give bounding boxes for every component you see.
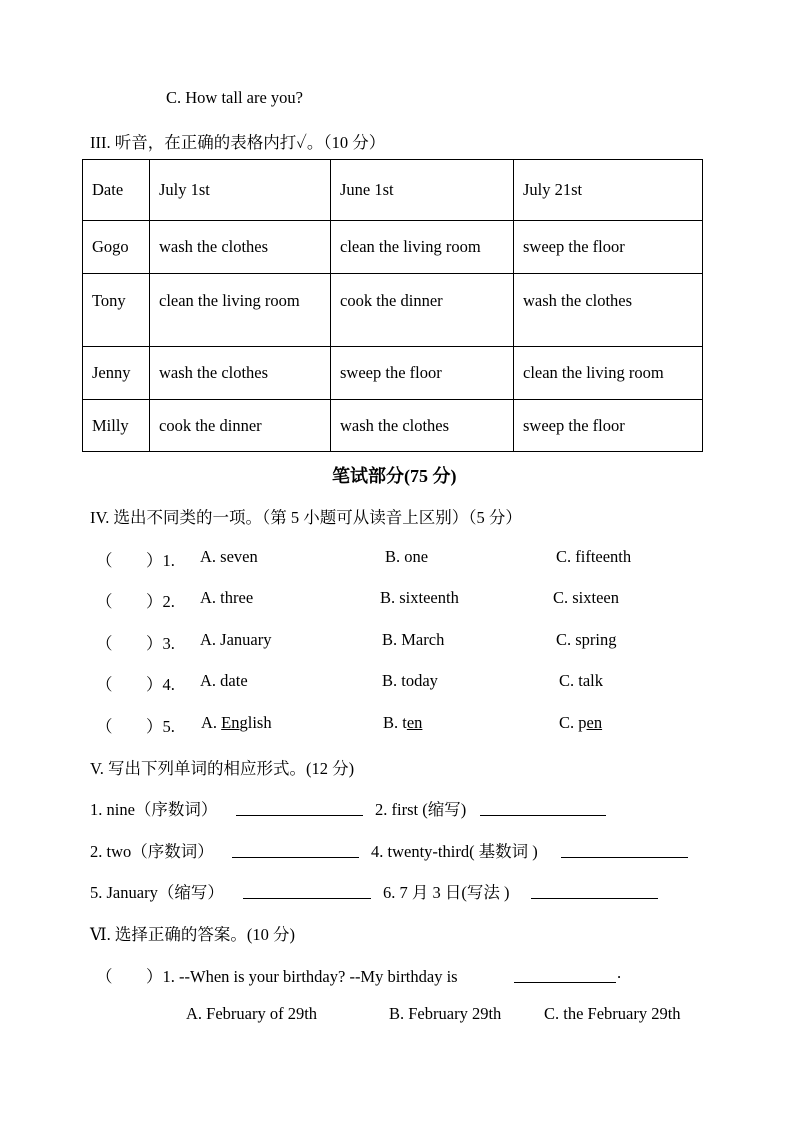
table-cell[interactable]: clean the living room	[150, 274, 331, 347]
table-header-row	[83, 160, 703, 221]
answer-table	[82, 159, 703, 452]
table-row	[83, 221, 703, 274]
option-b: B. March	[382, 630, 445, 649]
section3-heading: III. 听音，在正确的表格内打✓。（10 分）	[90, 133, 386, 152]
section5-q1-label: 1. nine（序数词）	[90, 800, 218, 819]
q2-option-c: C. How tall are you?	[166, 88, 304, 107]
answer-paren-open[interactable]: （	[96, 551, 113, 570]
table-cell[interactable]: sweep the floor	[331, 347, 514, 400]
question-number: ）1.	[146, 551, 175, 570]
section5-heading: V. 写出下列单词的相应形式。(12 分)	[90, 759, 355, 778]
table-cell[interactable]: clean the living room	[514, 347, 703, 400]
question-number: ）4.	[146, 675, 175, 694]
table-cell[interactable]: wash the clothes	[331, 400, 514, 452]
section6-heading: Ⅵ. 选择正确的答案。(10 分)	[90, 925, 295, 944]
table-cell[interactable]: wash the clothes	[150, 221, 331, 274]
table-cell[interactable]: cook the dinner	[331, 274, 514, 347]
table-row	[83, 274, 703, 347]
table-cell: July 1st	[150, 160, 331, 221]
table-cell: Milly	[83, 400, 150, 452]
option-c: C. spring	[556, 630, 617, 649]
question-text: ）1. --When is your birthday? --My birthday is	[146, 967, 458, 986]
option-b: B. ten	[383, 713, 423, 732]
table-cell[interactable]: wash the clothes	[514, 274, 703, 347]
table-cell: Date	[83, 160, 150, 221]
option-b: B. February 29th	[389, 1004, 502, 1023]
section5-q2-label: 2. first (缩写)	[375, 800, 467, 819]
answer-blank[interactable]	[236, 799, 363, 816]
section5-q4-label: 4. twenty-third( 基数词 )	[371, 842, 538, 861]
answer-blank[interactable]	[561, 841, 688, 858]
table-cell: Gogo	[83, 221, 150, 274]
option-a: A. three	[200, 588, 254, 607]
option-a: A. date	[200, 671, 248, 690]
answer-blank[interactable]	[531, 882, 658, 899]
section4-heading: IV. 选出不同类的一项。（第 5 小题可从读音上区别）（5 分）	[90, 508, 522, 527]
option-c: C. talk	[559, 671, 603, 690]
option-a: A. February of 29th	[186, 1004, 318, 1023]
table-row	[83, 400, 703, 452]
option-c: C. sixteen	[553, 588, 619, 607]
option-a: A. January	[200, 630, 272, 649]
table-cell[interactable]: cook the dinner	[150, 400, 331, 452]
answer-blank[interactable]	[243, 882, 371, 899]
table-cell: Tony	[83, 274, 150, 347]
question-number: ）3.	[146, 634, 175, 653]
table-cell[interactable]: sweep the floor	[514, 221, 703, 274]
answer-paren-open[interactable]: （	[96, 717, 113, 736]
option-a: A. seven	[200, 547, 258, 566]
answer-paren-open[interactable]: （	[96, 967, 113, 986]
table-cell: July 21st	[514, 160, 703, 221]
answer-blank[interactable]	[232, 841, 359, 858]
option-c: C. pen	[559, 713, 603, 732]
answer-paren-open[interactable]: （	[96, 675, 113, 694]
table-cell[interactable]: wash the clothes	[150, 347, 331, 400]
table-row	[83, 347, 703, 400]
option-b: B. sixteenth	[380, 588, 459, 607]
option-b: B. one	[385, 547, 429, 566]
table-cell: June 1st	[331, 160, 514, 221]
table-cell: Jenny	[83, 347, 150, 400]
option-c: C. the February 29th	[544, 1004, 681, 1023]
question-number: ）5.	[146, 717, 175, 736]
answer-blank[interactable]	[514, 966, 616, 983]
table-cell[interactable]: clean the living room	[331, 221, 514, 274]
table-cell[interactable]: sweep the floor	[514, 400, 703, 452]
written-part-title: 笔试部分(75 分)	[332, 466, 457, 486]
option-a: A. English	[201, 713, 272, 732]
option-c: C. fifteenth	[556, 547, 632, 566]
question-number: ）2.	[146, 592, 175, 611]
question-end: .	[617, 963, 622, 982]
answer-paren-open[interactable]: （	[96, 634, 113, 653]
section5-q5-label: 5. January（缩写）	[90, 883, 224, 902]
option-b: B. today	[382, 671, 438, 690]
section5-q3-label: 2. two（序数词）	[90, 842, 214, 861]
answer-paren-open[interactable]: （	[96, 592, 113, 611]
answer-blank[interactable]	[480, 799, 606, 816]
section5-q6-label: 6. 7 月 3 日(写法 )	[383, 883, 510, 902]
